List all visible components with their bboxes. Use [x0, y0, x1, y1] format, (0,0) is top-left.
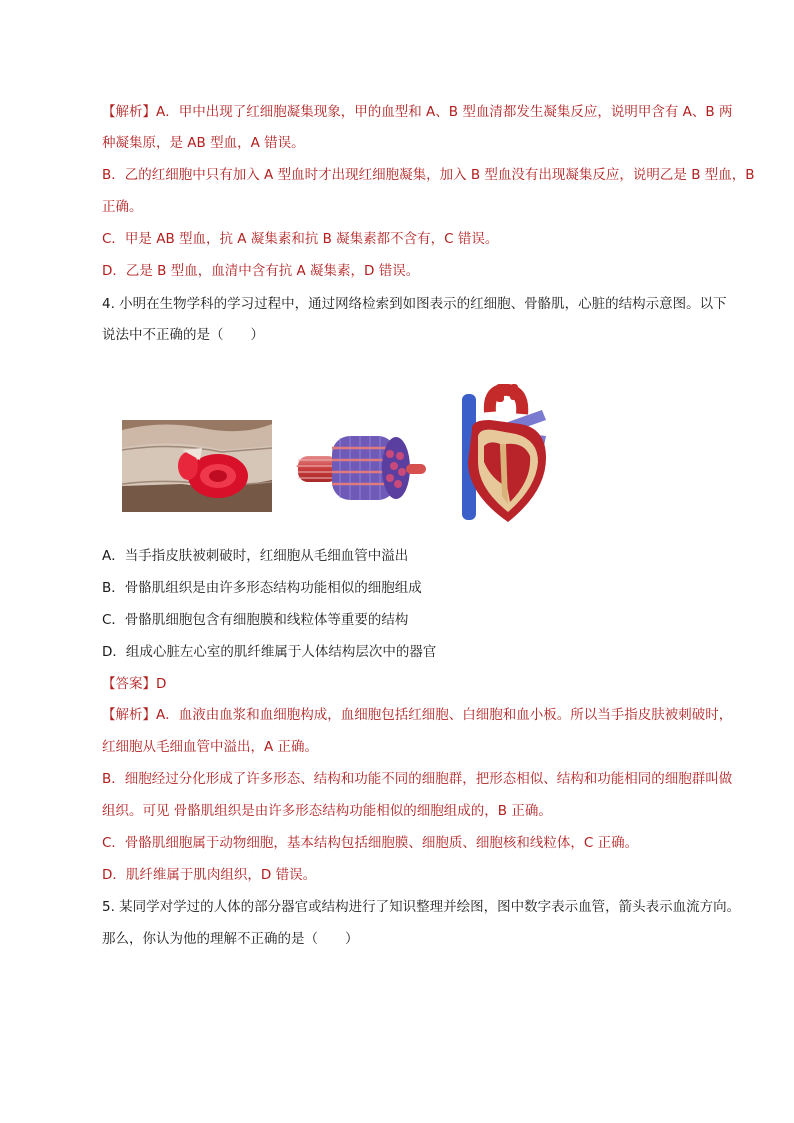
analysis4-line1: 【 解析 】 A．血液由血浆和血细胞构成，血细胞包括红细胞、白细胞和血小板。所以当手指皮肤被刺破时，: [102, 705, 732, 725]
red-blood-cell-image: [122, 420, 272, 512]
analysis-tag: 【 解析 】: [102, 104, 156, 120]
question5-stem-line2: 那么，你认为他的理解不正确的是（ ）: [102, 931, 359, 947]
analysis4-line3: B．细胞经过分化形成了许多形态、结构和功能不同的细胞群，把形态相似、结构和功能相同的细胞群叫做: [102, 771, 733, 787]
question4-stem-line1: 4. 小明在生物学科的学习过程中，通过网络检索到如图表示的红细胞、骨骼肌，心脏的结构示意图。以下: [102, 296, 727, 312]
question4-option-d: D．组成心脏左心室的肌纤维属于人体结构层次中的器官: [102, 644, 437, 660]
question4-option-c: C．骨骼肌细胞包含有细胞膜和线粒体等重要的结构: [102, 612, 409, 628]
question4-answer: [102, 674, 166, 694]
analysis-tag: 【 解析 】: [102, 707, 156, 723]
analysis3-line6: D．乙是 B 型血，血清中含有抗 A 凝集素，D 错误。: [102, 263, 420, 279]
answer-tag: 【 答案 】: [102, 676, 156, 692]
question4-option-b: B．骨骼肌组织是由许多形态结构功能相似的细胞组成: [102, 580, 422, 596]
answer-value: D: [156, 676, 167, 692]
question5-stem-line1: 5. 某同学对学过的人体的部分器官或结构进行了知识整理并绘图，图中数字表示血管，箭头表示血流方向。: [102, 899, 741, 915]
heart-image: [450, 384, 556, 526]
question4-stem-line2: 说法中不正确的是（ ）: [102, 327, 264, 343]
analysis3-line3: B．乙的红细胞中只有加入 A 型血时才出现红细胞凝集，加入 B 型血没有出现凝集反应，说明乙是 B 型血，B: [102, 167, 755, 183]
question4-option-a: A．当手指皮肤被刺破时，红细胞从毛细血管中溢出: [102, 548, 409, 564]
skeletal-muscle-image: [292, 426, 428, 508]
analysis3-line4: 正确。: [102, 199, 143, 215]
analysis3-line5: C．甲是 AB 型血，抗 A 凝集素和抗 B 凝集素都不含有，C 错误。: [102, 231, 499, 247]
analysis4-line6: D．肌纤维属于肌肉组织，D 错误。: [102, 867, 317, 883]
analysis4-line4: 组织。可见 骨骼肌组织是由许多形态结构功能相似的细胞组成的，B 正确。: [102, 803, 552, 819]
analysis4-line2: 红细胞从毛细血管中溢出，A 正确。: [102, 739, 319, 755]
analysis4-line5: C．骨骼肌细胞属于动物细胞，基本结构包括细胞膜、细胞质、细胞核和线粒体，C 正确。: [102, 835, 639, 851]
analysis3-line1: 【 解析 】 A．甲中出现了红细胞凝集现象，甲的血型和 A、B 型血清都发生凝集反应，说明甲含有 A、B 两: [102, 102, 732, 122]
analysis3-line2: 种凝集原，是 AB 型血，A 错误。: [102, 135, 305, 151]
